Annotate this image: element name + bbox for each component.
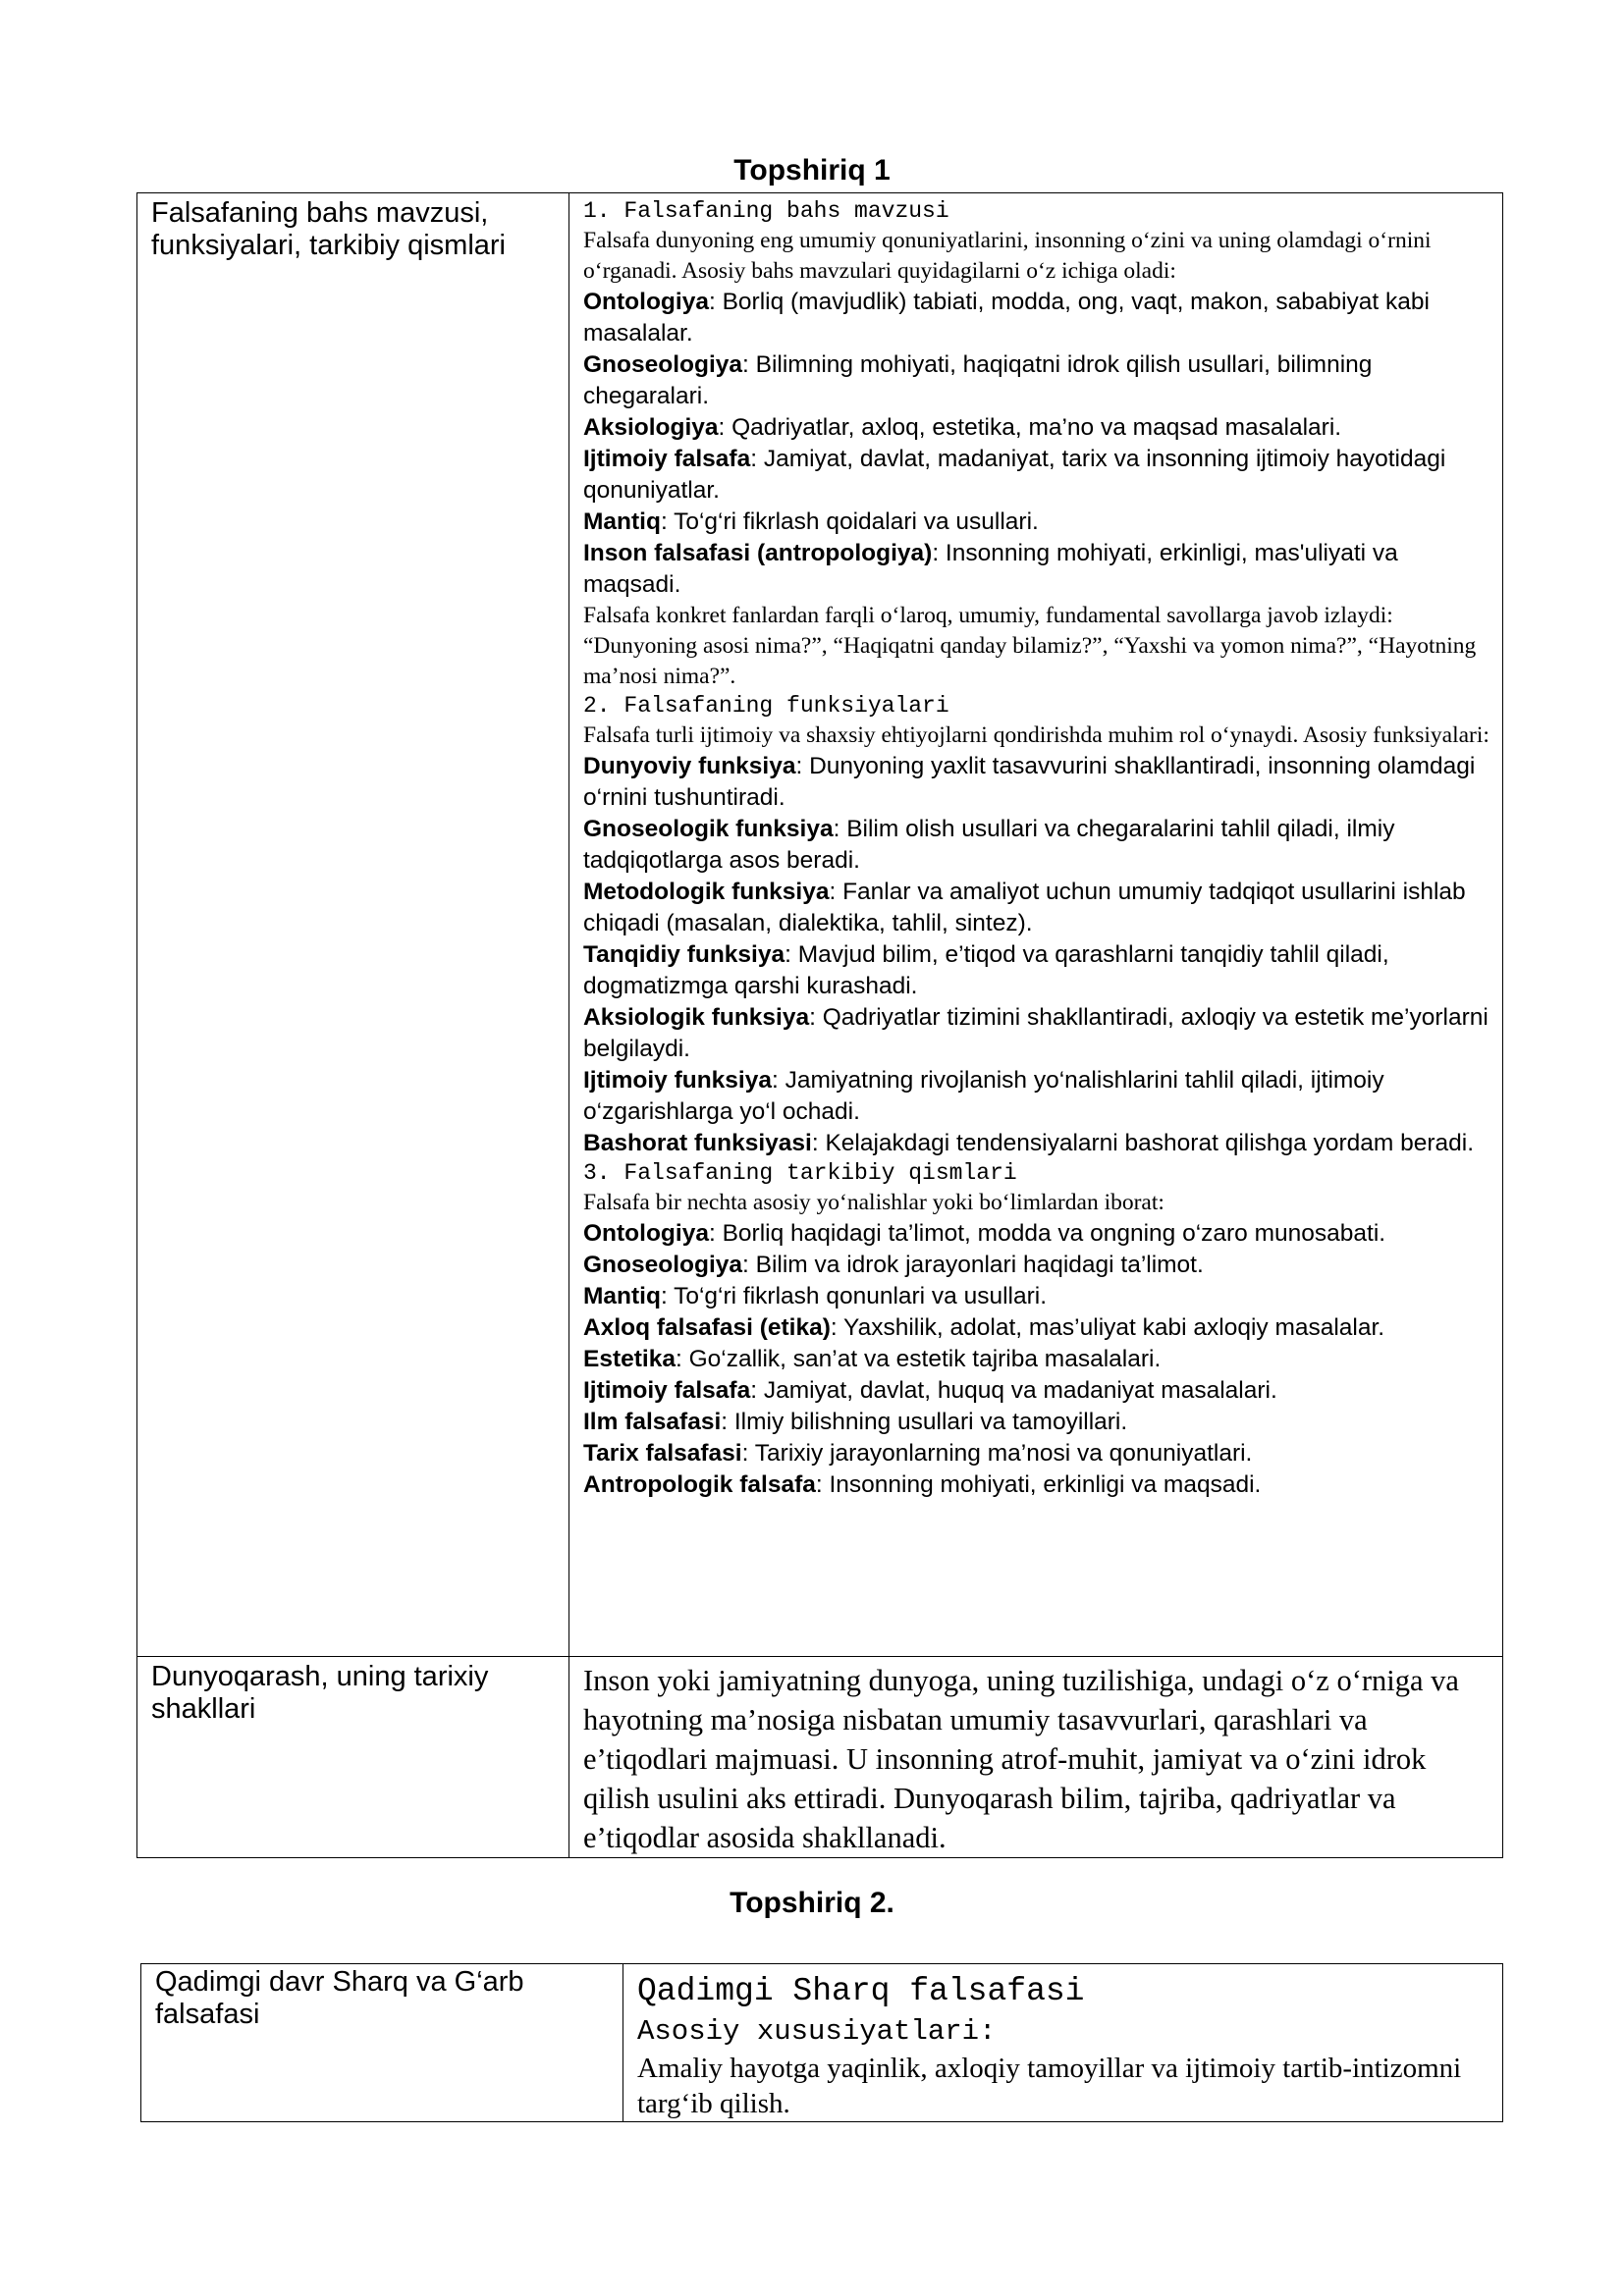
section-subheading: Asosiy xususiyatlari: (637, 2015, 997, 2048)
section-outro: Falsafa konkret fanlardan farqli o‘laroq, umumiy, fundamental savollarga javob izlaydi: “Dunyoning asosi nima?”, “Haqiqatni qanday bilamiz?”, “Yaxshi va yomon nima?”, “Hayotning ma’nosi nima?”. (583, 603, 1477, 689)
task2-table (140, 1963, 1503, 2122)
table-row (137, 1657, 1503, 1858)
definition-term: Dunyoviy funksiya (583, 753, 796, 779)
definition-item (583, 814, 1492, 877)
definition-item (583, 1312, 1492, 1344)
section-heading: 1. Falsafaning bahs mavzusi (583, 198, 949, 224)
definition-item (583, 538, 1492, 601)
definition-text: : Bilim olish usullari va chegaralarini tahlil qiladi, ilmiy tadqiqotlarga asos beradi. (583, 816, 1395, 874)
content-cell (623, 1964, 1503, 2122)
section-text: Amaliy hayotga yaqinlik, axloqiy tamoyillar va ijtimoiy tartib-intizomni targ‘ib qilish. (637, 2053, 1462, 2119)
definition-text: : Jamiyat, davlat, huquq va madaniyat masalalari. (750, 1377, 1277, 1404)
definition-item (583, 939, 1492, 1002)
section-intro: Falsafa dunyoning eng umumiy qonuniyatlarini, insonning o‘zini va uning olamdagi o‘rnini o‘rganadi. Asosiy bahs mavzulari quyidagilarni o‘z ichiga oladi: (583, 228, 1432, 284)
definition-item (583, 1250, 1492, 1281)
content-cell (569, 193, 1503, 1657)
definition-text: : Qadriyatlar, axloq, estetika, ma’no va maqsad masalalari. (718, 414, 1342, 441)
definition-item (583, 1281, 1492, 1312)
definition-text: : Tarixiy jarayonlarning ma’nosi va qonuniyatlari. (741, 1440, 1253, 1467)
section-heading: 3. Falsafaning tarkibiy qismlari (583, 1160, 1017, 1186)
definition-item (583, 1438, 1492, 1469)
section-heading: Qadimgi Sharq falsafasi (637, 1973, 1085, 2009)
definition-text: : Ilmiy bilishning usullari va tamoyillari. (721, 1409, 1128, 1435)
definition-text: : Dunyoning yaxlit tasavvurini shakllantiradi, insonning olamdagi o‘rnini tushuntiradi. (583, 753, 1476, 811)
definition-item (583, 507, 1492, 538)
definition-item (583, 751, 1492, 814)
definition-item (583, 444, 1492, 507)
definition-term: Inson falsafasi (antropologiya) (583, 540, 933, 566)
definition-term: Bashorat funksiyasi (583, 1130, 812, 1156)
definition-text: : Insonning mohiyati, erkinligi va maqsadi. (815, 1471, 1262, 1498)
definition-text: : Bilim va idrok jarayonlari haqidagi ta’limot. (742, 1252, 1204, 1278)
section-intro: Falsafa bir nechta asosiy yo‘nalishlar yoki bo‘limlardan iborat: (583, 1190, 1164, 1215)
topic-cell: Falsafaning bahs mavzusi, funksiyalari, tarkibiy qismlari (137, 193, 569, 1657)
definition-text: : Qadriyatlar tizimini shakllantiradi, axloqiy va estetik me’yorlarni belgilaydi. (583, 1004, 1489, 1062)
definition-term: Ilm falsafasi (583, 1409, 722, 1435)
definition-term: Tarix falsafasi (583, 1440, 742, 1467)
definition-item (583, 412, 1492, 444)
definition-term: Ijtimoiy funksiya (583, 1067, 772, 1094)
definition-term: Ontologiya (583, 289, 709, 315)
definition-term: Mantiq (583, 1283, 661, 1309)
definition-item (583, 1344, 1492, 1375)
definition-text: : Borliq haqidagi ta’limot, modda va ongning o‘zaro munosabati. (708, 1220, 1386, 1247)
content-cell (569, 1657, 1503, 1858)
definition-text: : Yaxshilik, adolat, mas’uliyat kabi axloqiy masalalar. (830, 1314, 1385, 1341)
definition-item (583, 877, 1492, 939)
definition-item (583, 1002, 1492, 1065)
definition-text: : Go‘zallik, san’at va estetik tajriba masalalari. (675, 1346, 1162, 1372)
definition-term: Estetika (583, 1346, 676, 1372)
definition-text: : Fanlar va amaliyot uchun umumiy tadqiqot usullarini ishlab chiqadi (masalan, dialektika, tahlil, sintez). (583, 879, 1466, 936)
task1-table (136, 192, 1503, 1858)
definition-term: Mantiq (583, 508, 661, 535)
definition-item (583, 1375, 1492, 1407)
definition-term: Aksiologiya (583, 414, 719, 441)
table-row (141, 1964, 1503, 2122)
definition-term: Antropologik falsafa (583, 1471, 816, 1498)
definition-text: : Borliq (mavjudlik) tabiati, modda, ong, vaqt, makon, sababiyat kabi masalalar. (583, 289, 1430, 347)
definition-text: : Bilimning mohiyati, haqiqatni idrok qilish usullari, bilimning chegaralari. (583, 351, 1373, 409)
definition-item (583, 1407, 1492, 1438)
topic-cell: Qadimgi davr Sharq va G‘arb falsafasi (141, 1964, 623, 2122)
definition-text: : Mavjud bilim, e’tiqod va qarashlarni tanqidiy tahlil qiladi, dogmatizmga qarshi kurashadi. (583, 941, 1389, 999)
definition-item (583, 349, 1492, 412)
definition-term: Tanqidiy funksiya (583, 941, 785, 968)
definition-text: : To‘g‘ri fikrlash qonunlari va usullari. (660, 1283, 1048, 1309)
section-intro: Falsafa turli ijtimoiy va shaxsiy ehtiyojlarni qondirishda muhim rol o‘ynaydi. Asosiy funksiyalari: (583, 722, 1489, 748)
definition-text: : Kelajakdagi tendensiyalarni bashorat qilishga yordam beradi. (811, 1130, 1475, 1156)
definition-term: Ijtimoiy falsafa (583, 1377, 751, 1404)
definition-term: Gnoseologiya (583, 1252, 743, 1278)
definition-text: : To‘g‘ri fikrlash qoidalari va usullari. (660, 508, 1039, 535)
definition-item (583, 1128, 1492, 1159)
table-row (137, 193, 1503, 1657)
section-heading: 2. Falsafaning funksiyalari (583, 693, 949, 719)
definition-term: Axloq falsafasi (etika) (583, 1314, 831, 1341)
definition-list (583, 287, 1492, 601)
definition-term: Gnoseologik funksiya (583, 816, 834, 842)
definition-item (583, 1065, 1492, 1128)
definition-list (583, 1218, 1492, 1501)
definition-term: Ontologiya (583, 1220, 709, 1247)
definition-text: : Jamiyat, davlat, madaniyat, tarix va insonning ijtimoiy hayotidagi qonuniyatlar. (583, 446, 1446, 504)
definition-text: Inson yoki jamiyatning dunyoga, uning tuzilishiga, undagi o‘z o‘rniga va hayotning ma’nosiga nisbatan umumiy tasavvurlari, qarashlari va e’tiqodlari majmuasi. U insonning atrof-muhit, jamiyat va o‘zini idrok qilish usulini aks ettiradi. Dunyoqarash bilim, tajriba, qadriyatlar va e’tiqodlar asosida shakllanadi. (583, 1664, 1459, 1854)
definition-term: Aksiologik funksiya (583, 1004, 810, 1031)
definition-text: : Insonning mohiyati, erkinligi, mas'uliyati va maqsadi. (583, 540, 1398, 598)
topic-cell: Dunyoqarash, uning tarixiy shakllari (137, 1657, 569, 1858)
definition-term: Metodologik funksiya (583, 879, 830, 905)
definition-item (583, 1218, 1492, 1250)
definition-item (583, 287, 1492, 349)
definition-text: : Jamiyatning rivojlanish yo‘nalishlarini tahlil qiladi, ijtimoiy o‘zgarishlarga yo‘l ochadi. (583, 1067, 1384, 1125)
definition-list (583, 751, 1492, 1159)
task2-title: Topshiriq 2. (730, 1887, 894, 1919)
task1-title: Topshiriq 1 (733, 154, 891, 187)
definition-item (583, 1469, 1492, 1501)
definition-term: Ijtimoiy falsafa (583, 446, 751, 472)
definition-term: Gnoseologiya (583, 351, 743, 378)
